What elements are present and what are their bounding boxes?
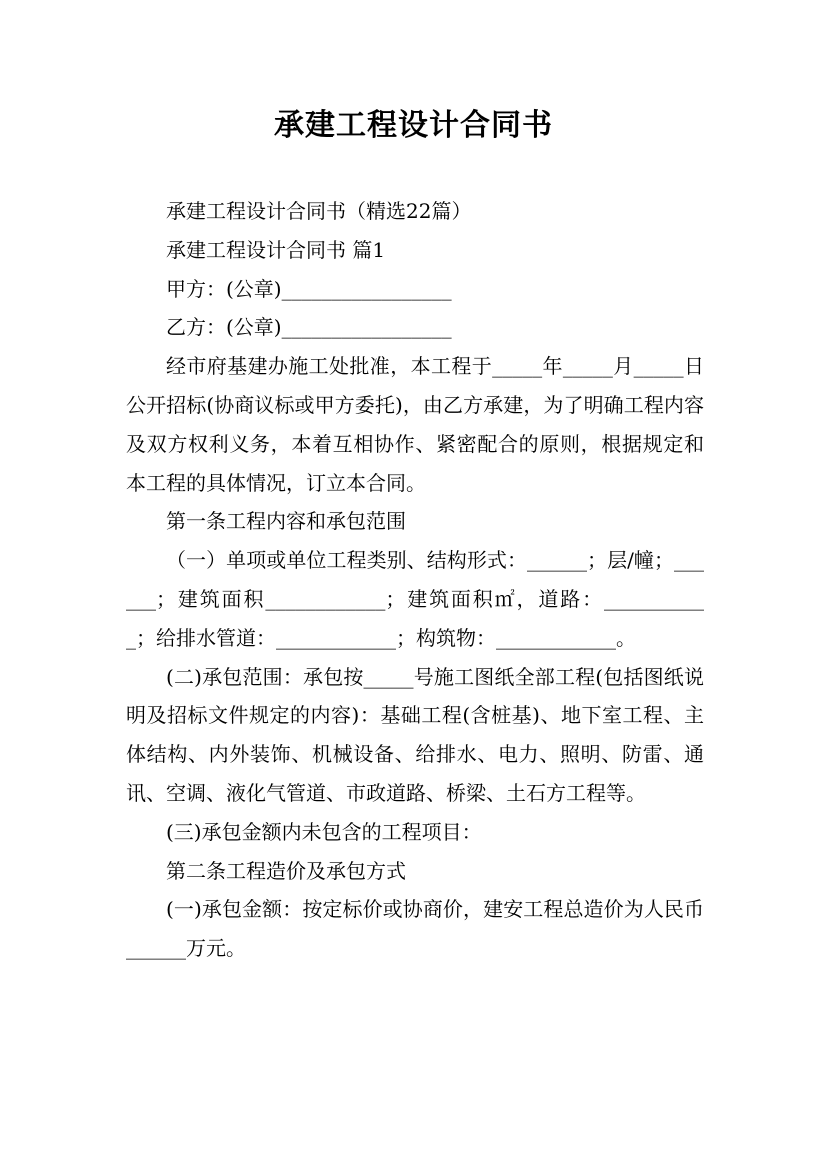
- paragraph-article-2-heading: 第二条工程造价及承包方式: [166, 858, 406, 883]
- paragraph-preamble: 经市府基建办施工处批准，本工程于_____年_____月_____日公开招标(协商议标或甲方委托)，由乙方承建，为了明确工程内容及双方权利义务，本着互相协作、紧密配合的原则，根据规定和本工程的具体情况，订立本合同。: [126, 354, 704, 495]
- paragraph-subtitle: 承建工程设计合同书（精选22篇）: [166, 199, 472, 223]
- paragraph-article-1-heading: 第一条工程内容和承包范围: [166, 509, 406, 534]
- paragraph-article-2-item-1: (一)承包金额：按定标价或协商价，建安工程总造价为人民币______万元。: [126, 897, 704, 961]
- document-title: 承建工程设计合同书: [274, 108, 553, 143]
- paragraph-party-b: 乙方：(公章)_________________: [166, 315, 452, 340]
- paragraph-article-1-item-3: (三)承包金额内未包含的工程项目：: [166, 819, 482, 844]
- paragraph-article-1-item-1: （一）单项或单位工程类别、结构形式：______；层/幢；______；建筑面积____________；建筑面积㎡，道路：___________；给排水管道：____________；构筑物：____________。: [126, 548, 704, 650]
- paragraph-article-1-item-2: (二)承包范围：承包按_____号施工图纸全部工程(包括图纸说明及招标文件规定的内容)：基础工程(含桩基)、地下室工程、主体结构、内外装饰、机械设备、给排水、电力、照明、防雷、通讯、空调、液化气管道、市政道路、桥梁、土石方工程等。: [126, 664, 704, 805]
- paragraph-section-heading: 承建工程设计合同书 篇1: [166, 237, 386, 262]
- paragraph-party-a: 甲方：(公章)_________________: [166, 276, 452, 301]
- document-body: [126, 192, 704, 968]
